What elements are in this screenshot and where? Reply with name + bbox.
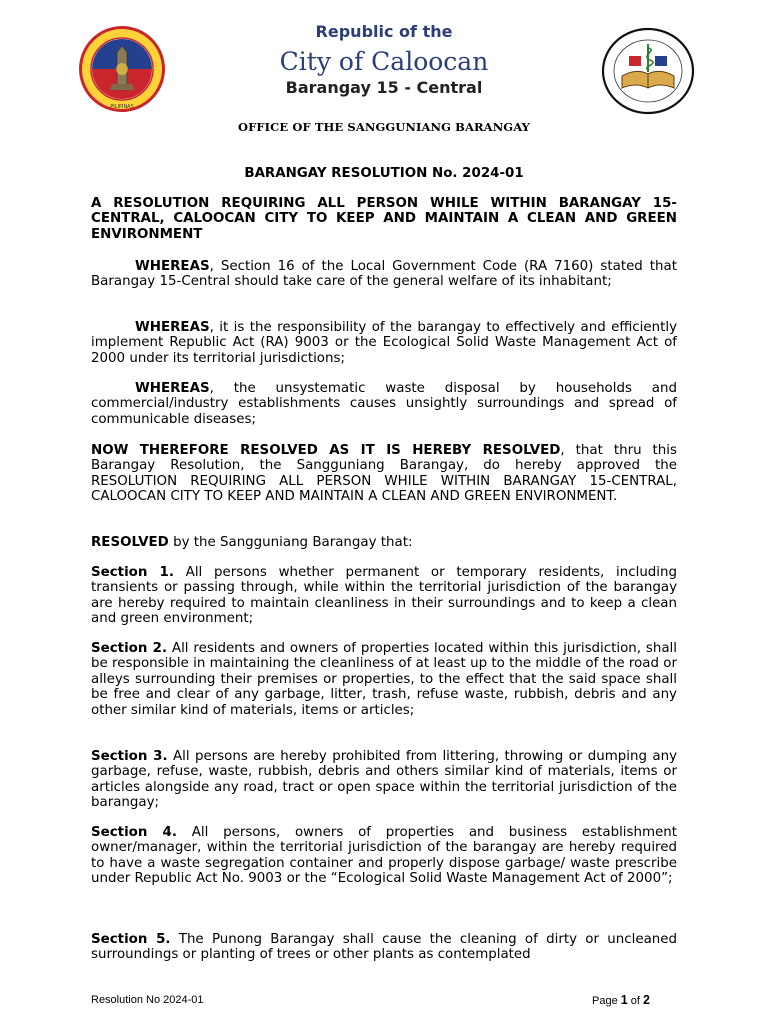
section-lead: Section 4. bbox=[91, 825, 177, 840]
resolution-number: BARANGAY RESOLUTION No. 2024-01 bbox=[244, 166, 524, 181]
section-2 bbox=[91, 641, 677, 718]
section-text: All persons whether permanent or temporary residents, including transients or passing through, while within the territorial jurisdiction of the barangay are hereby required to maintain cleanliness in their surroundings and to keep a clean and green environment; bbox=[91, 565, 678, 627]
whereas-clause-1 bbox=[91, 259, 677, 290]
office-heading: OFFICE OF THE SANGGUNIANG BARANGAY bbox=[237, 120, 530, 134]
footer-resolution-ref: Resolution No 2024-01 bbox=[91, 994, 204, 1006]
of-word: of bbox=[627, 995, 643, 1007]
page-total: 2 bbox=[643, 993, 650, 1007]
page-current: 1 bbox=[620, 993, 628, 1007]
section-text: All persons, owners of properties and business establishment owner/manager, within the territorial jurisdiction of the barangay are hereby required to have a waste segregation container and properly dispose garbage/ waste prescribe under Republic Act No. 9003 or the “Ecological Solid Waste Management Act of 2000”; bbox=[91, 825, 678, 887]
section-text: All persons are hereby prohibited from littering, throwing or dumping any garbage, refuse, waste, rubbish, debris and others similar kind of materials, items or articles alongside any road, tract or open space within the territorial jurisdiction of the barangay; bbox=[91, 749, 677, 811]
now-therefore-lead: NOW THEREFORE RESOLVED AS IT IS HEREBY RESOLVED bbox=[91, 443, 561, 458]
section-text: The Punong Barangay shall cause the cleaning of dirty or uncleaned surroundings or planting of trees or other plants as contemplated bbox=[91, 932, 678, 963]
section-lead: Section 1. bbox=[91, 565, 174, 580]
city-heading: City of Caloocan bbox=[279, 47, 489, 76]
resolved-clause bbox=[91, 535, 677, 550]
barangay-heading: Barangay 15 - Central bbox=[285, 78, 483, 97]
section-lead: Section 5. bbox=[91, 932, 171, 947]
footer-page-number bbox=[592, 993, 650, 1007]
whereas-clause-2 bbox=[91, 320, 677, 366]
section-text: All residents and owners of properties located within this jurisdiction, shall be responsible in maintaining the cleanliness of at least up to the middle of the road or alleys surrounding their premises or properties, to the effect that the said space shall be free and clear of any garbage, litter, trash, refuse waste, rubbish, debris and any other similar kind of materials, items or articles; bbox=[91, 641, 677, 718]
whereas-text: , it is the responsibility of the barangay to effectively and efficiently implement Republic Act (RA) 9003 or the Ecological Solid Waste Management Act of 2000 under its territorial jurisdictions; bbox=[91, 320, 677, 366]
whereas-text: , Section 16 of the Local Government Code (RA 7160) stated that Barangay 15-Central should take care of the general welfare of its inhabitant; bbox=[91, 259, 677, 290]
whereas-lead: WHEREAS bbox=[135, 259, 210, 274]
resolution-title: A RESOLUTION REQUIRING ALL PERSON WHILE WITHIN BARANGAY 15-CENTRAL, CALOOCAN CITY TO KEEP AND MAINTAIN A CLEAN AND GREEN ENVIRONMENT bbox=[91, 196, 677, 242]
section-lead: Section 2. bbox=[91, 641, 168, 656]
svg-text:PILIPINAS: PILIPINAS bbox=[110, 104, 134, 110]
section-1 bbox=[91, 565, 677, 627]
barangay-15-seal bbox=[600, 26, 696, 116]
republic-heading: Republic of the bbox=[315, 22, 453, 41]
now-therefore-text: , that thru this Barangay Resolution, the Sangguniang Barangay, do hereby approved the RESOLUTION REQUIRING ALL PERSON WHILE WITHIN BARANGAY 15-CENTRAL, CALOOCAN CITY TO KEEP AND MAINTAIN A CLEAN AND GREEN ENVIRONMENT. bbox=[91, 443, 677, 505]
section-5 bbox=[91, 932, 677, 963]
whereas-text: , the unsystematic waste disposal by households and commercial/industry establishments causes unsightly surroundings and spread of communicable diseases; bbox=[91, 381, 677, 427]
section-lead: Section 3. bbox=[91, 749, 168, 764]
resolved-lead: RESOLVED bbox=[91, 535, 169, 550]
now-therefore-clause bbox=[91, 443, 677, 505]
page-word: Page bbox=[592, 995, 621, 1007]
section-3 bbox=[91, 749, 677, 811]
section-4 bbox=[91, 825, 677, 887]
whereas-lead: WHEREAS bbox=[135, 320, 210, 335]
whereas-lead: WHEREAS bbox=[135, 381, 210, 396]
resolved-text: by the Sangguniang Barangay that: bbox=[168, 535, 413, 550]
whereas-clause-3 bbox=[91, 381, 677, 427]
